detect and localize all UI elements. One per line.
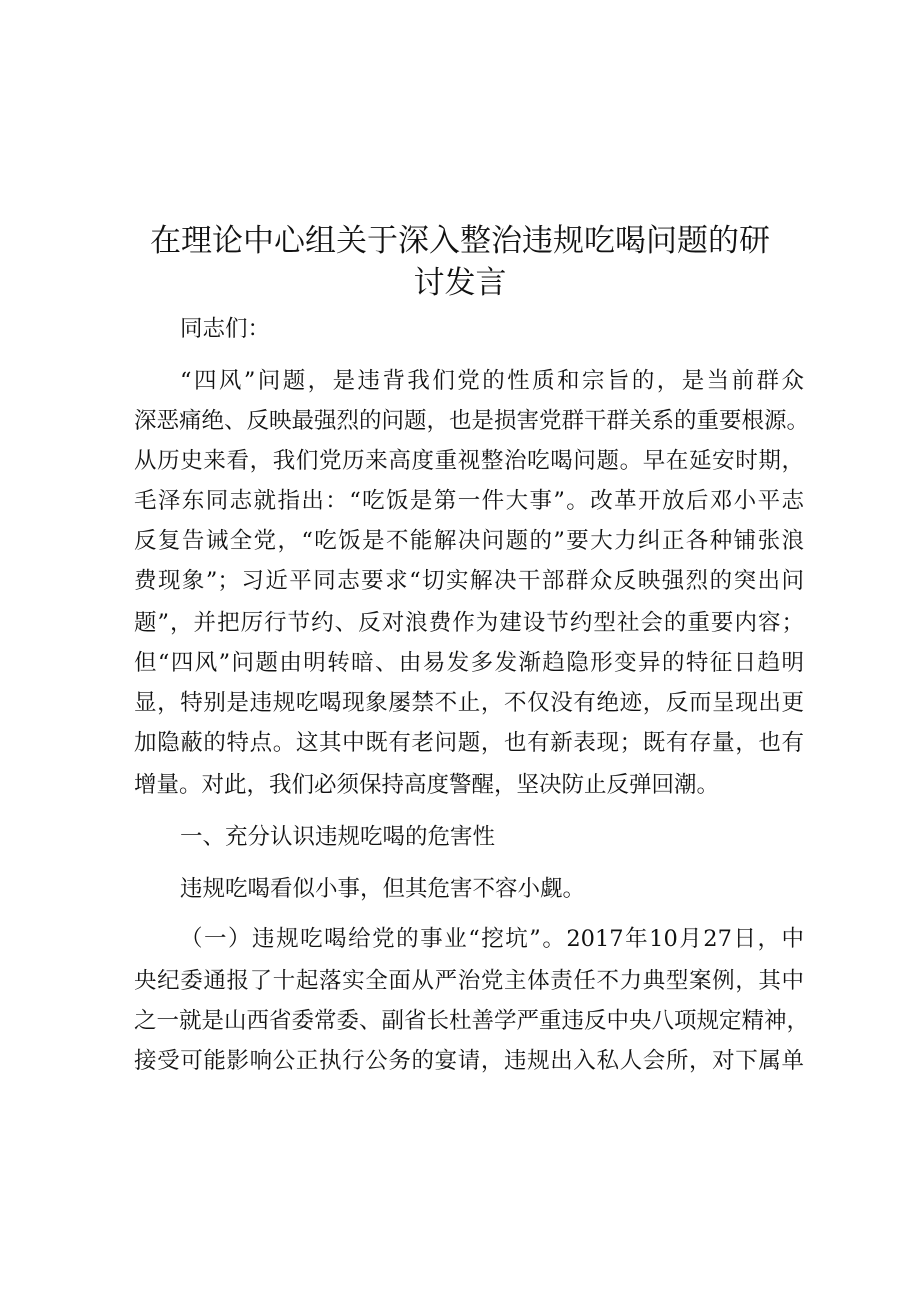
paragraph-1-line: 题”，并把厉行节约、反对浪费作为建设节约型社会的重要内容； — [134, 610, 804, 636]
paragraph-3-line: （一）违规吃喝给党的事业“挖坑”。2017年10月27日，中 — [180, 926, 804, 952]
paragraph-1-line: “四风”问题，是违背我们党的性质和宗旨的，是当前群众 — [180, 368, 804, 394]
document-title-line-2: 讨发言 — [413, 265, 507, 301]
paragraph-3-line: 之一就是山西省委常委、副省长杜善学严重违反中央八项规定精神， — [134, 1008, 810, 1034]
paragraph-1-line: 从历史来看，我们党历来高度重视整治吃喝问题。早在延安时期， — [134, 448, 804, 474]
greeting: 同志们： — [180, 316, 271, 342]
paragraph-1-line: 反复告诫全党，“吃饭是不能解决问题的”要大力纠正各种铺张浪 — [134, 528, 804, 554]
paragraph-1-line: 增量。对此，我们必须保持高度警醒，坚决防止反弹回潮。 — [134, 772, 720, 798]
paragraph-3-line: 接受可能影响公正执行公务的宴请，违规出入私人会所，对下属单 — [134, 1048, 804, 1074]
paragraph-1-line: 加隐蔽的特点。这其中既有老问题，也有新表现；既有存量，也有 — [134, 730, 804, 756]
document-title-line-1: 在理论中心组关于深入整治违规吃喝问题的研 — [150, 223, 770, 259]
paragraph-2: 违规吃喝看似小事，但其危害不容小觑。 — [180, 876, 586, 902]
paragraph-1-line: 毛泽东同志就指出：“吃饭是第一件大事”。改革开放后邓小平志 — [134, 488, 804, 514]
paragraph-1-line: 费现象”；习近平同志要求“切实解决干部群众反映强烈的突出问 — [134, 568, 804, 594]
paragraph-3-line: 央纪委通报了十起落实全面从严治党主体责任不力典型案例，其中 — [134, 968, 804, 994]
paragraph-1-line: 显，特别是违规吃喝现象屡禁不止，不仅没有绝迹，反而呈现出更 — [134, 690, 804, 716]
paragraph-1-line: 但“四风”问题由明转暗、由易发多发渐趋隐形变异的特征日趋明 — [134, 650, 804, 676]
section-heading-1: 一、充分认识违规吃喝的危害性 — [180, 824, 496, 850]
paragraph-1-line: 深恶痛绝、反映最强烈的问题，也是损害党群干群关系的重要根源。 — [134, 408, 810, 434]
